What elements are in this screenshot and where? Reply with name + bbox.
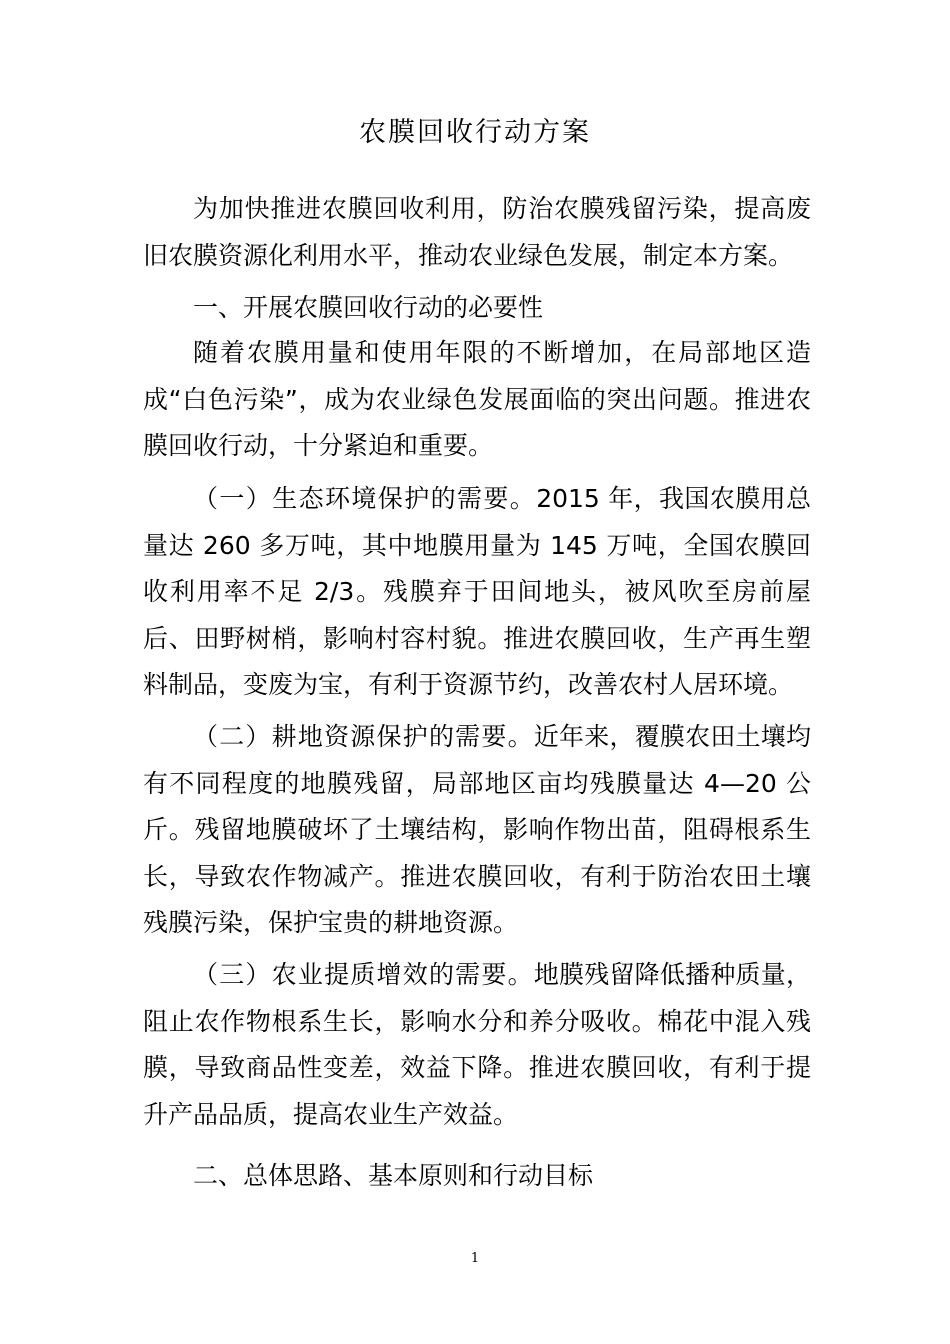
item-3-text: 地膜残留降低播种质量，阻止农作物根系生长，影响水分和养分吸收。棉花中混入残膜，导致商品性变差，效益下降。推进农膜回收，有利于提升产品品质，提高农业生产效益。 [143, 960, 811, 1129]
section-heading-1: 一、开展农膜回收行动的必要性 [193, 293, 544, 322]
item-1-text: 2015 年，我国农膜用总量达 260 多万吨，其中地膜用量为 145 万吨，全国农膜回收利用率不足 2/3。残膜弃于田间地头，被风吹至房前屋后、田野树梢，影响村容村貌。推进农膜回收，生产再生塑料制品，变废为宝，有利于资源节约，改善农村人居环境。 [143, 484, 811, 699]
item-3-label: （三）农业提质增效的需要。 [193, 960, 534, 989]
item-2-paragraph [143, 714, 811, 947]
page-number: 1 [470, 1251, 480, 1266]
item-3-paragraph [143, 952, 811, 1138]
section-heading-2: 二、总体思路、基本原则和行动目标 [193, 1161, 594, 1190]
intro-paragraph: 为加快推进农膜回收利用，防治农膜残留污染，提高废旧农膜资源化利用水平，推动农业绿色发展，制定本方案。 [143, 194, 811, 270]
item-1-paragraph [143, 476, 811, 709]
item-1-label: （一）生态环境保护的需要。 [193, 484, 537, 513]
document-title: 农膜回收行动方案 [359, 117, 591, 148]
item-2-text: 近年来，覆膜农田土壤均有不同程度的地膜残留，局部地区亩均残膜量达 4—20 公斤。残留地膜破坏了土壤结构，影响作物出苗，阻碍根系生长，导致农作物减产。推进农膜回收，有利于防治农田土壤残膜污染，保护宝贵的耕地资源。 [143, 722, 811, 937]
item-2-label: （二）耕地资源保护的需要。 [193, 722, 534, 751]
section-1-paragraph: 随着农膜用量和使用年限的不断增加，在局部地区造成“白色污染”，成为农业绿色发展面临的突出问题。推进农膜回收行动，十分紧迫和重要。 [143, 338, 811, 460]
